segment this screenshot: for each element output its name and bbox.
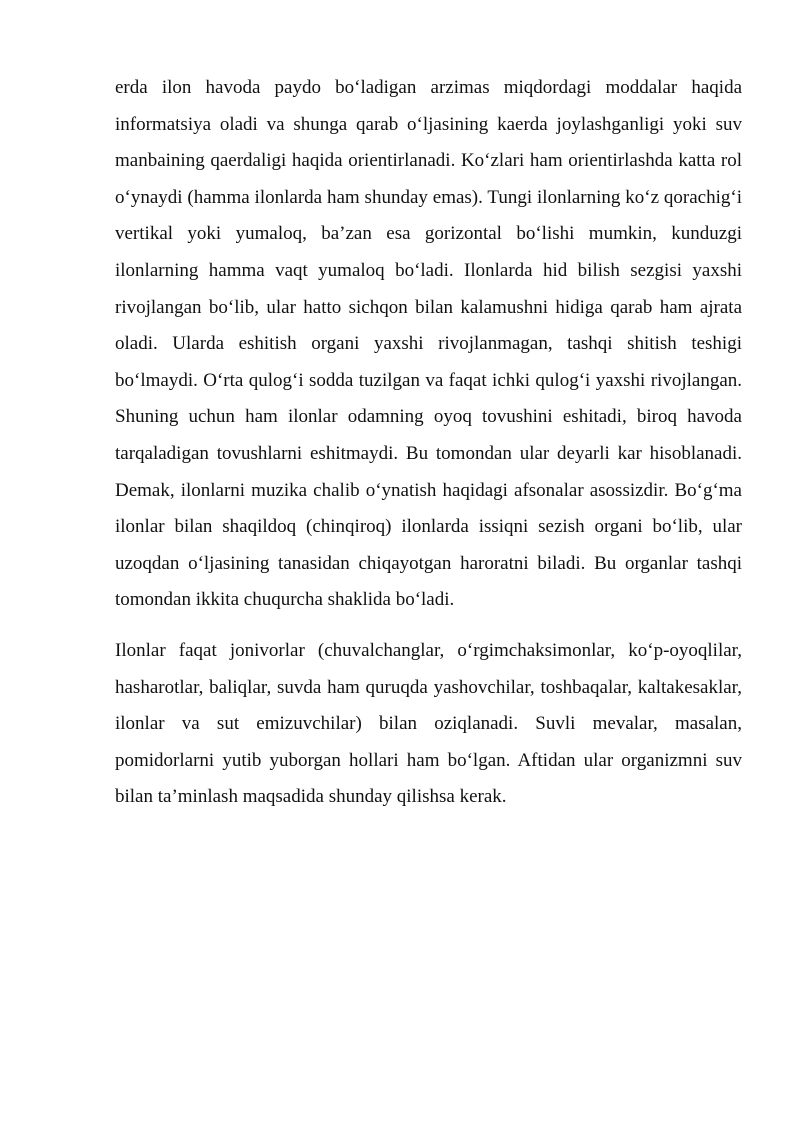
paragraph-1: erda ilon havoda paydo bo‘ladigan arzimas miqdordagi moddalar haqida informatsiya oladi va shunga qarab o‘ljasining kaerda joylashganligi yoki suv manbaining qaerdaligi haqida orientirlanadi. Ko‘zlari ham orientirlashda katta rol o‘ynaydi (hamma ilonlarda ham shunday emas). Tungi ilonlarning ko‘z qorachig‘i vertikal yoki yumaloq, ba’zan esa gorizontal bo‘lishi mumkin, kunduzgi ilonlarning hamma vaqt yumaloq bo‘ladi. Ilonlarda hid bilish sezgisi yaxshi rivojlangan bo‘lib, ular hatto sichqon bilan kalamushni hidiga qarab ham ajrata oladi. Ularda eshitish organi yaxshi rivojlanmagan, tashqi shitish teshigi bo‘lmaydi. O‘rta qulog‘i sodda tuzilgan va faqat ichki qulog‘i yaxshi rivojlangan. Shuning uchun ham ilonlar odamning oyoq tovushini eshitadi, biroq havoda tarqaladigan tovushlarni eshitmaydi. Bu tomondan ular deyarli kar hisoblanadi. Demak, ilonlarni muzika chalib o‘ynatish haqidagi afsonalar asossizdir. Bo‘g‘ma ilonlar bilan shaqildoq (chinqiroq) ilonlarda issiqni sezish organi bo‘lib, ular uzoqdan o‘ljasining tanasidan chiqayotgan haroratni biladi. Bu organlar tashqi tomondan ikkita chuqurcha shaklida bo‘ladi. [115,77,742,611]
paragraph-2: Ilonlar faqat jonivorlar (chuvalchanglar, o‘rgimchaksimonlar, ko‘p-oyoqlilar, hasharotlar, baliqlar, suvda ham quruqda yashovchilar, toshbaqalar, kaltakesaklar, ilonlar va sut emizuvchilar) bilan oziqlanadi. Suvli mevalar, masalan, pomidorlarni yutib yuborgan hollari ham bo‘lgan. Aftidan ular organizmni suv bilan ta’minlash maqsadida shunday qilishsa kerak. [115,639,742,808]
document-page [115,70,742,830]
